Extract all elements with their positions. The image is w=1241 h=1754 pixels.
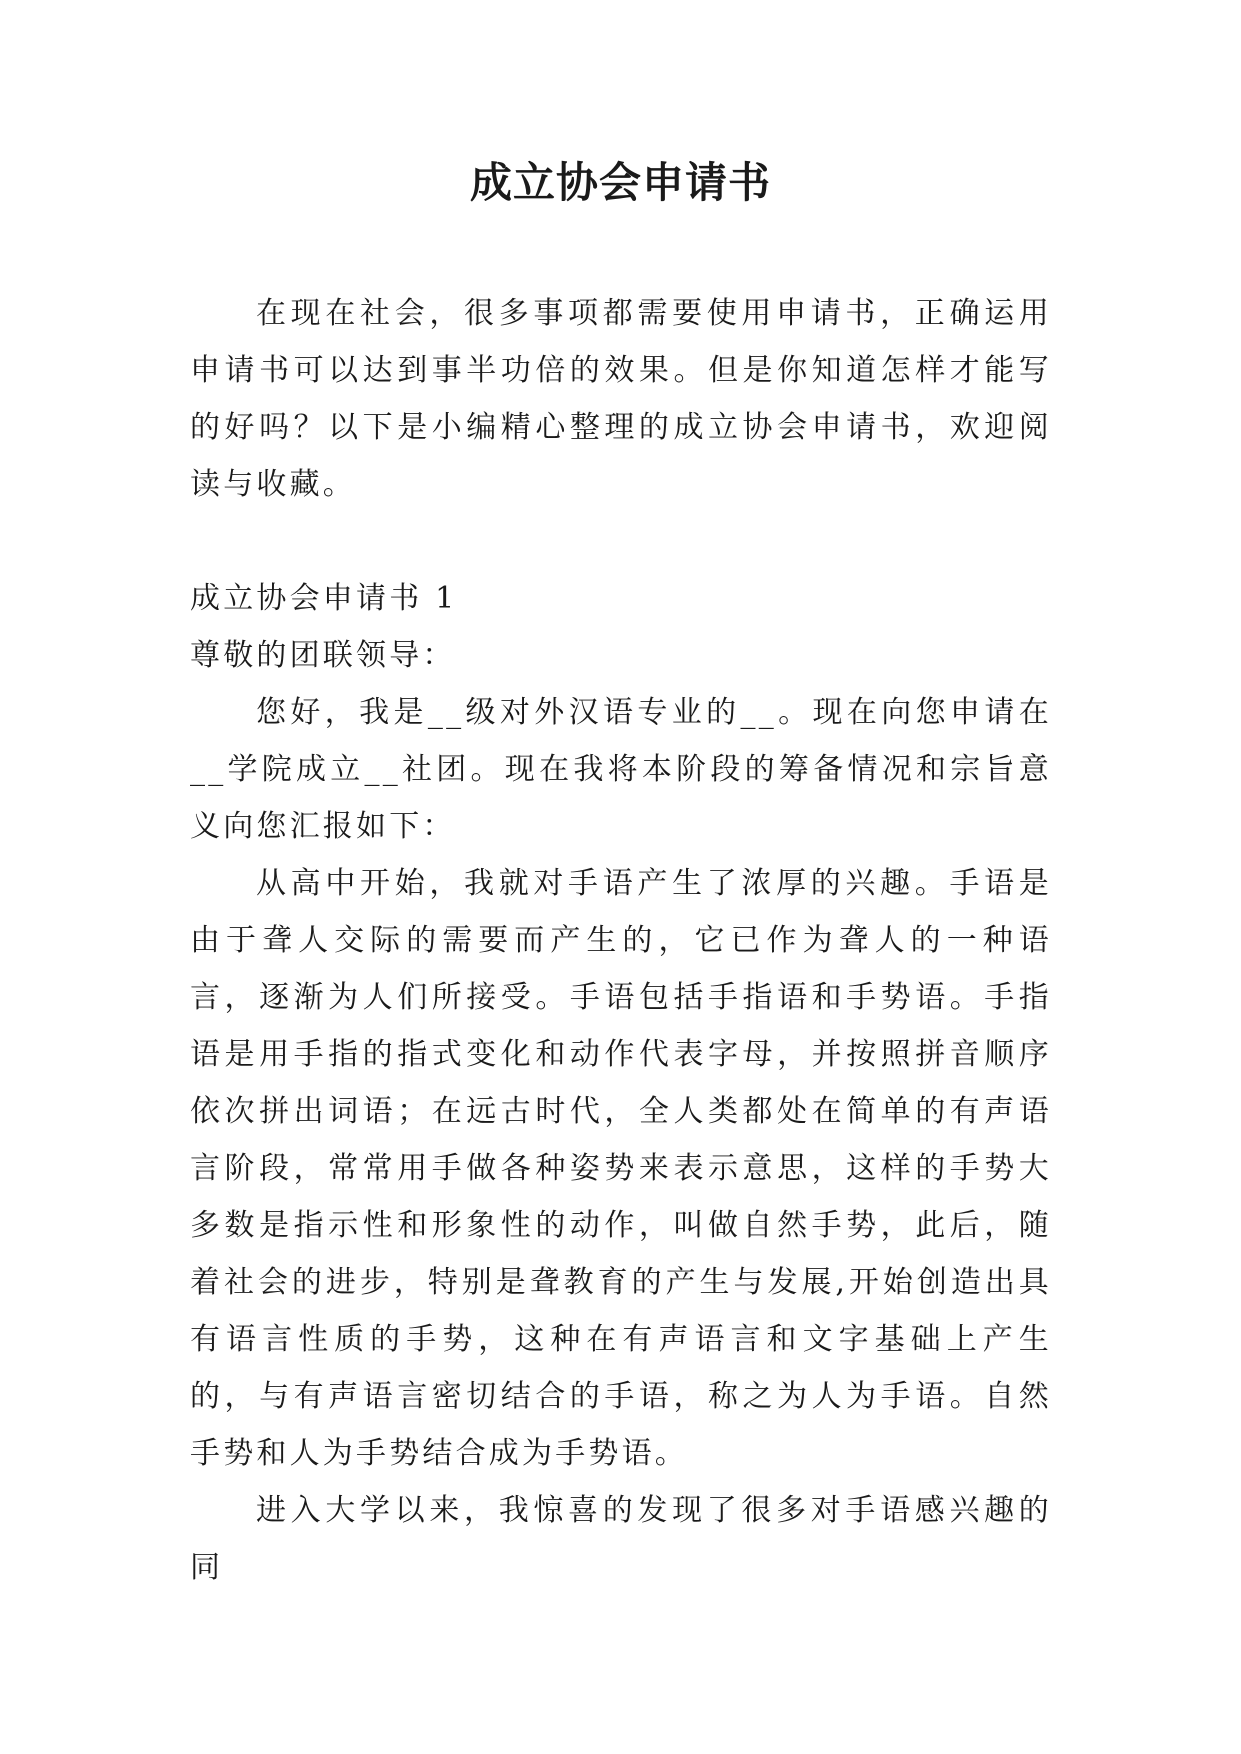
document-title: 成立协会申请书	[469, 158, 771, 207]
salutation: 尊敬的团联领导：	[190, 638, 456, 673]
body-paragraph: 进入大学以来，我惊喜的发现了很多对手语感兴趣的同	[190, 1493, 1052, 1585]
section-heading: 成立协会申请书 1	[190, 581, 458, 616]
document-body	[190, 285, 1052, 1596]
intro-paragraph: 在现在社会，很多事项都需要使用申请书，正确运用申请书可以达到事半功倍的效果。但是你知道怎样才能写的好吗？以下是小编精心整理的成立协会申请书，欢迎阅读与收藏。	[190, 296, 1052, 502]
body-paragraph: 从高中开始，我就对手语产生了浓厚的兴趣。手语是由于聋人交际的需要而产生的，它已作为聋人的一种语言，逐渐为人们所接受。手语包括手指语和手势语。手指语是用手指的指式变化和动作代表字母，并按照拼音顺序依次拼出词语；在远古时代，全人类都处在简单的有声语言阶段，常常用手做各种姿势来表示意思，这样的手势大多数是指示性和形象性的动作，叫做自然手势，此后，随着社会的进步，特别是聋教育的产生与发展,开始创造出具有语言性质的手势，这种在有声语言和文字基础上产生的，与有声语言密切结合的手语，称之为人为手语。自然手势和人为手势结合成为手势语。	[190, 866, 1052, 1471]
body-paragraph: 您好，我是__级对外汉语专业的__。现在向您申请在__学院成立__社团。现在我将本阶段的筹备情况和宗旨意义向您汇报如下：	[190, 695, 1052, 844]
